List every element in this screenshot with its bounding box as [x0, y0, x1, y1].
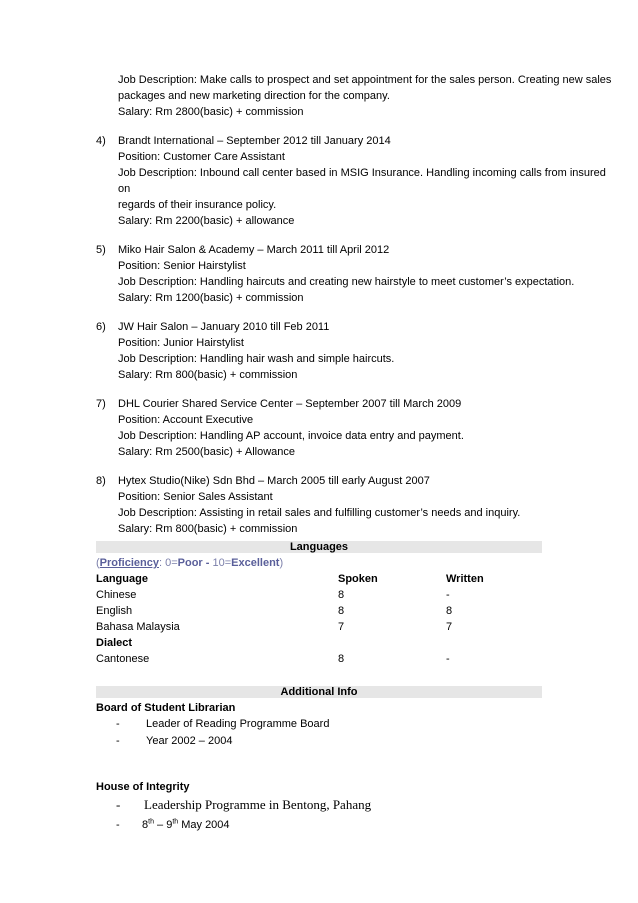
header-spoken: Spoken [338, 573, 378, 585]
language-name: Bahasa Malaysia [96, 621, 180, 633]
list-item [96, 733, 542, 750]
job-line: Position: Account Executive [118, 414, 254, 426]
job-line: Position: Senior Hairstylist [118, 260, 246, 272]
paren-close: ) [279, 557, 284, 569]
spoken-score: 7 [338, 621, 345, 633]
list-item-text: Leader of Reading Programme Board [146, 718, 330, 730]
dash-bullet: - [116, 819, 120, 831]
job-entry [96, 396, 616, 460]
date-month-year: May 2004 [178, 819, 230, 831]
dialect-header-row [96, 635, 542, 651]
job-line: packages and new marketing direction for the company. [118, 90, 390, 102]
poor-number: 0= [165, 557, 178, 569]
header-language: Language [96, 573, 148, 585]
job-title: Hytex Studio(Nike) Sdn Bhd – March 2005 till early August 2007 [118, 475, 430, 487]
job-line: Position: Junior Hairstylist [118, 337, 244, 349]
list-item-text: Year 2002 – 2004 [146, 735, 233, 747]
job-line: Salary: Rm 800(basic) + commission [118, 369, 298, 381]
date-range-mid: – 9 [153, 819, 173, 831]
job-line: Job Description: Handling haircuts and creating new hairstyle to meet customer’s expectation. [118, 276, 575, 288]
table-header-row [96, 571, 542, 587]
job-line: Position: Senior Sales Assistant [118, 491, 273, 503]
table-row [96, 603, 542, 619]
job-number: 5) [96, 244, 106, 256]
language-name: Chinese [96, 589, 137, 601]
job-title: Miko Hair Salon & Academy – March 2011 till April 2012 [118, 244, 390, 256]
table-row [96, 587, 542, 603]
dash-bullet: - [116, 718, 120, 730]
job-entry [96, 473, 616, 537]
job-line: Job Description: Make calls to prospect and set appointment for the sales person. Creating new sales [118, 74, 612, 86]
job-number: 6) [96, 321, 106, 333]
job-line: Salary: Rm 1200(basic) + commission [118, 292, 304, 304]
ordinal-suffix: th [148, 818, 154, 826]
poor-label: Poor [177, 557, 203, 569]
job-number: 7) [96, 398, 106, 410]
spoken-score: 8 [338, 605, 345, 617]
spoken-score: 8 [338, 589, 345, 601]
job-title: Brandt International – September 2012 till January 2014 [118, 135, 391, 147]
languages-table [96, 571, 542, 667]
header-written: Written [446, 573, 484, 585]
scale-separator: - [202, 557, 213, 569]
job-title: JW Hair Salon – January 2010 till Feb 2011 [118, 321, 330, 333]
languages-heading: Languages [96, 541, 542, 553]
list-item [96, 817, 542, 834]
job-line: Salary: Rm 2500(basic) + Allowance [118, 446, 295, 458]
proficiency-label: Proficiency [99, 557, 159, 569]
house-title: House of Integrity [96, 781, 190, 793]
table-row [96, 651, 542, 667]
job-entry-3-continued [96, 72, 616, 120]
dialect-label: Dialect [96, 637, 133, 649]
table-row [96, 619, 542, 635]
job-line: Salary: Rm 2800(basic) + commission [118, 106, 304, 118]
excellent-label: Excellent [231, 557, 280, 569]
job-title: DHL Courier Shared Service Center – September 2007 till March 2009 [118, 398, 462, 410]
language-name: English [96, 605, 133, 617]
dialect-name: Cantonese [96, 653, 150, 665]
spoken-score: 8 [338, 653, 345, 665]
job-entry [96, 319, 616, 383]
job-line: Job Description: Handling hair wash and simple haircuts. [118, 353, 395, 365]
written-score: 7 [446, 621, 453, 633]
job-line: Job Description: Handling AP account, invoice data entry and payment. [118, 430, 464, 442]
job-line: Job Description: Inbound call center based in MSIG Insurance. Handling incoming calls from insured on [118, 167, 606, 195]
job-line: Salary: Rm 800(basic) + commission [118, 523, 298, 535]
list-item-text [140, 817, 230, 834]
dash-bullet: - [116, 797, 121, 812]
written-score: - [446, 653, 450, 665]
job-number: 4) [96, 135, 106, 147]
list-item-text: Leadership Programme in Bentong, Pahang [144, 797, 372, 812]
list-item [96, 795, 542, 815]
additional-info-heading: Additional Info [96, 686, 542, 698]
job-line: Job Description: Assisting in retail sales and fulfilling customer’s needs and inquiry. [118, 507, 521, 519]
board-title: Board of Student Librarian [96, 702, 236, 714]
job-entry [96, 133, 616, 229]
job-line: Position: Customer Care Assistant [118, 151, 285, 163]
job-line: regards of their insurance policy. [118, 199, 277, 211]
colon: : [158, 557, 166, 569]
paren-open: ( [96, 557, 100, 569]
date-day-start: 8 [142, 819, 149, 831]
written-score: - [446, 589, 450, 601]
ordinal-suffix: th [172, 818, 179, 826]
job-number: 8) [96, 475, 106, 487]
dash-bullet: - [116, 735, 120, 747]
proficiency-note [96, 555, 283, 571]
excellent-number: 10= [212, 557, 232, 569]
additional-info-section [96, 700, 542, 834]
work-experience-list [96, 72, 616, 550]
job-line: Salary: Rm 2200(basic) + allowance [118, 215, 295, 227]
written-score: 8 [446, 605, 453, 617]
job-entry [96, 242, 616, 306]
list-item [96, 716, 542, 733]
